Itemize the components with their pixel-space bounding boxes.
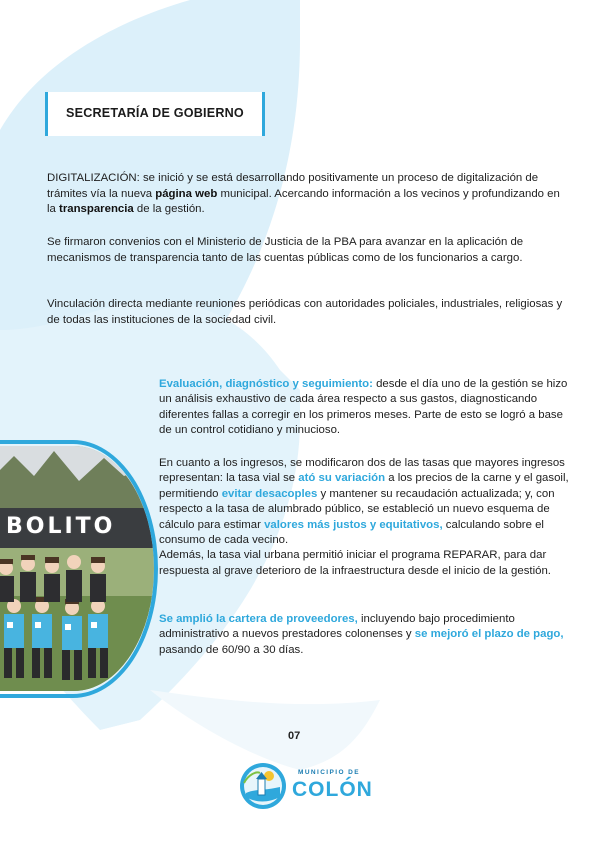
providers-highlight-2: se mejoró el plazo de pago, — [414, 628, 564, 641]
income-highlight-3: valores más justos y equitativos, — [264, 518, 443, 531]
evaluation-text: desde el día uno de la gestión se hizo un análisis exhaustivo de cada área respecto a sus gastos, diagnosticando diferentes fallas a corregir en los primeros meses. Parte de esto se logró a base de un control cotidiano y minucioso. — [159, 378, 568, 437]
p1-bold-transparency: transparencia — [59, 203, 134, 216]
evaluation-paragraph — [159, 377, 574, 439]
background-light-shape — [150, 690, 380, 770]
income-text-4: calculando sobre el consumo de cada vecino. — [159, 518, 544, 547]
income-highlight-1: ató su variación — [298, 472, 386, 485]
providers-paragraph — [159, 612, 574, 658]
providers-text-2: pasando de 60/90 a 30 días. — [159, 643, 304, 656]
providers-highlight-1: Se amplió la cartera de proveedores, — [159, 613, 358, 625]
income-text-2: a los precios de la carne y el gasoil, permitiendo — [159, 472, 569, 500]
logo-title: COLÓN — [292, 778, 373, 801]
evaluation-heading: Evaluación, diagnóstico y seguimiento: — [159, 378, 373, 390]
agreements-paragraph: Se firmaron convenios con el Ministerio de Justicia de la PBA para avanzar en la aplicación de mecanismos de transparencia tanto de las cuentas públicas como de los funcionarios a cargo. — [47, 236, 524, 264]
income-text-5: Además, la tasa vial urbana permitió iniciar el programa REPARAR, para dar respuesta al grave deterioro de la infraestructura desde el inicio de la gestión. — [159, 549, 551, 577]
p1-text-e: de la gestión. — [133, 203, 205, 216]
providers-text-1: incluyendo bajo procedimiento administrativo a nuevos prestadores colonenses y — [159, 613, 515, 641]
linkage-paragraph: Vinculación directa mediante reuniones periódicas con autoridades policiales, industriales, religiosas y de todas las instituciones de la sociedad civil. — [47, 298, 563, 326]
p1-bold-web: página web — [155, 187, 218, 200]
income-paragraph — [159, 456, 574, 579]
photo-sign-text: BOLITO — [6, 514, 116, 539]
page-number: 07 — [288, 730, 301, 742]
income-highlight-2: evitar desacoples — [221, 487, 318, 500]
logo-subtitle: MUNICIPIO DE — [298, 769, 360, 776]
p1-text-c: municipal. Acercando información a los vecinos y profundizando en la — [47, 187, 560, 216]
municipio-logo — [238, 760, 373, 812]
section-header — [45, 92, 265, 136]
p1-text-a: DIGITALIZACIÓN: se inició y se está desarrollando positivamente un proceso de digitalización de trámites vía la nueva — [47, 172, 539, 200]
digitalization-paragraph — [47, 171, 567, 218]
logo-emblem-icon — [238, 761, 288, 811]
income-text-3: y mantener su recaudación actualizada; y, con respecto a la tasa de alumbrado público, se estableció un nuevo esquema de cálculo para estimar — [159, 487, 555, 531]
income-text-1: En cuanto a los ingresos, se modificaron dos de las tasas que mayores ingresos representan: la tasa vial se — [159, 457, 565, 485]
section-title: SECRETARÍA DE GOBIERNO — [66, 106, 244, 120]
